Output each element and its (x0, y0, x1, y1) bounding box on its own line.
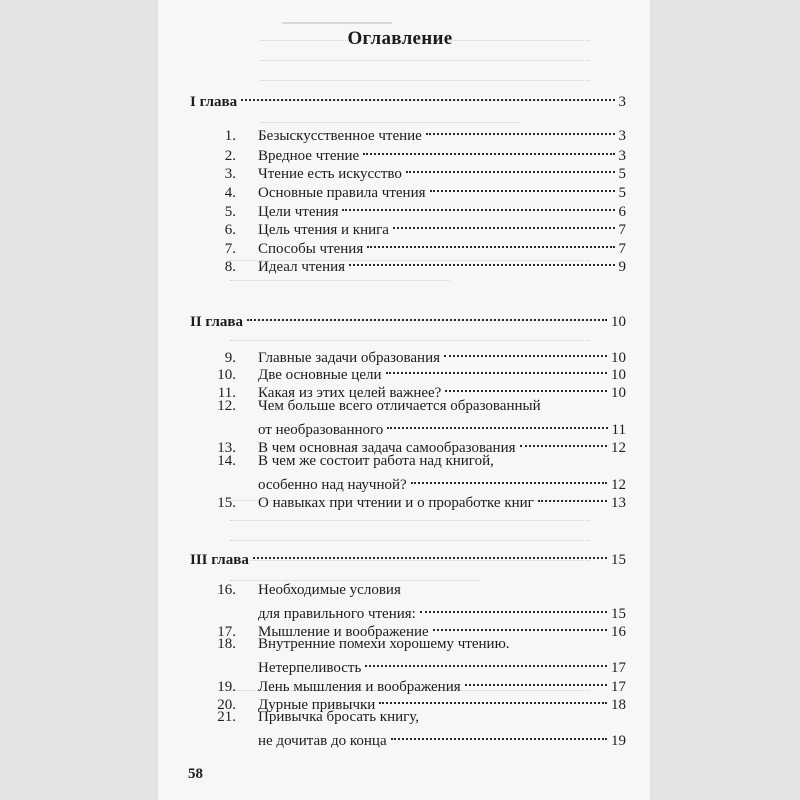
entry-number: 10. (217, 367, 236, 383)
entry-title: Дурные привычки (258, 697, 376, 713)
entry-page: 12 (611, 477, 626, 493)
entry-number: 9. (224, 350, 236, 366)
leader-dots (342, 196, 614, 216)
page-title: Оглавление (347, 28, 453, 49)
toc-entry[interactable] (190, 671, 626, 695)
leader-dots (386, 359, 608, 379)
entry-number: 12. (217, 398, 236, 414)
entry-page: 13 (611, 495, 626, 511)
toc-entry-continuation[interactable] (258, 598, 626, 622)
entry-title: Основные правила чтения (258, 185, 426, 201)
entry-page: 17 (611, 660, 626, 676)
leader-dots (430, 177, 615, 197)
toc-entry[interactable] (190, 140, 626, 164)
entry-title: Цель чтения и книга (258, 222, 389, 238)
entry-number: 1. (224, 128, 236, 144)
page-number: 58 (188, 766, 203, 782)
leader-dots (393, 214, 615, 234)
entry-title: Мышление и воображение (258, 624, 429, 640)
entry-number: 6. (224, 222, 236, 238)
leader-dots (387, 414, 607, 434)
toc-entry[interactable] (190, 158, 626, 182)
entry-number: 21. (217, 709, 236, 725)
leader-dots (379, 689, 607, 709)
toc-entry-continuation[interactable] (258, 725, 626, 749)
entry-title: Чтение есть искусство (258, 166, 402, 182)
leader-dots (363, 140, 614, 160)
entry-page: 9 (618, 259, 626, 275)
entry-number: 2. (224, 148, 236, 164)
entry-title: Вредное чтение (258, 148, 360, 164)
entry-title-continued: не дочитав до конца (258, 733, 387, 749)
entry-number: 4. (224, 185, 236, 201)
entry-title: Внутренние помехи хорошему чтению. (258, 636, 510, 652)
entry-page: 15 (611, 606, 626, 622)
toc-entry[interactable] (190, 451, 626, 471)
toc-entry[interactable] (190, 580, 626, 600)
toc-chapter-2[interactable] (190, 306, 626, 330)
chapter-page: 3 (618, 94, 626, 110)
entry-title: Способы чтения (258, 241, 364, 257)
toc-entry[interactable] (190, 707, 626, 727)
toc-entry[interactable] (190, 377, 626, 401)
leader-dots (520, 432, 607, 452)
toc-entry[interactable] (190, 120, 626, 144)
entry-number: 11. (217, 385, 236, 401)
entry-title: Какая из этих целей важнее? (258, 385, 442, 401)
entry-page: 12 (611, 440, 626, 456)
toc-entry[interactable] (190, 432, 626, 456)
entry-title: Цели чтения (258, 204, 339, 220)
toc-entry[interactable] (190, 251, 626, 275)
toc-chapter-3[interactable] (190, 544, 626, 568)
entry-title-continued: особенно над научной? (258, 477, 407, 493)
entry-title: В чем основная задача самообразования (258, 440, 516, 456)
entry-page: 18 (611, 697, 626, 713)
toc-entry-continuation[interactable] (258, 414, 626, 438)
entry-title-continued: для правильного чтения: (258, 606, 416, 622)
entry-number: 20. (217, 697, 236, 713)
entry-page: 19 (611, 733, 626, 749)
leader-dots (349, 251, 614, 271)
entry-page: 16 (611, 624, 626, 640)
entry-page: 11 (611, 422, 626, 438)
toc-entry[interactable] (190, 359, 626, 383)
chapter-label: I глава (190, 94, 238, 110)
leader-dots (391, 725, 607, 745)
toc-entry[interactable] (190, 634, 626, 654)
leader-dots (406, 158, 615, 178)
entry-title: Идеал чтения (258, 259, 346, 275)
toc-entry[interactable] (190, 689, 626, 713)
entry-page: 5 (618, 185, 626, 201)
toc-entry[interactable] (190, 177, 626, 201)
entry-page: 10 (611, 385, 626, 401)
entry-page: 7 (618, 222, 626, 238)
leader-dots (411, 469, 607, 489)
entry-title: О навыках при чтении и о проработке книг (258, 495, 534, 511)
entry-page: 17 (611, 679, 626, 695)
entry-page: 5 (618, 166, 626, 182)
chapter-label: II глава (190, 314, 243, 330)
entry-number: 8. (224, 259, 236, 275)
toc-entry-continuation[interactable] (258, 652, 626, 676)
entry-page: 10 (611, 367, 626, 383)
entry-title: Чем больше всего отличается образованный (258, 398, 541, 414)
entry-number: 14. (217, 453, 236, 469)
toc-entry[interactable] (190, 233, 626, 257)
leader-dots (433, 616, 607, 636)
leader-dots (420, 598, 607, 618)
entry-title: В чем же состоит работа над книгой, (258, 453, 494, 469)
entry-title-continued: Нетерпеливость (258, 660, 362, 676)
entry-title: Лень мышления и воображения (258, 679, 461, 695)
entry-number: 15. (217, 495, 236, 511)
entry-number: 3. (224, 166, 236, 182)
leader-dots (253, 544, 607, 564)
leader-dots (365, 652, 607, 672)
entry-number: 7. (224, 241, 236, 257)
entry-page: 3 (618, 148, 626, 164)
entry-number: 5. (224, 204, 236, 220)
toc-entry[interactable] (190, 396, 626, 416)
leader-dots (465, 671, 607, 691)
entry-number: 17. (217, 624, 236, 640)
leader-dots (445, 377, 607, 397)
entry-page: 6 (618, 204, 626, 220)
toc-entry[interactable] (190, 487, 626, 511)
toc-chapter-1[interactable] (190, 86, 626, 110)
entry-title: Безыскусственное чтение (258, 128, 422, 144)
chapter-page: 15 (611, 552, 626, 568)
chapter-label: III глава (190, 552, 249, 568)
toc-entry[interactable] (190, 616, 626, 640)
entry-number: 19. (217, 679, 236, 695)
entry-title: Две основные цели (258, 367, 382, 383)
entry-number: 13. (217, 440, 236, 456)
chapter-page: 10 (611, 314, 626, 330)
toc-entry[interactable] (190, 214, 626, 238)
entry-title-continued: от необразованного (258, 422, 384, 438)
leader-dots (247, 306, 607, 326)
entry-page: 10 (611, 350, 626, 366)
leader-dots (426, 120, 615, 140)
entry-title: Главные задачи образования (258, 350, 440, 366)
entry-title: Привычка бросать книгу, (258, 709, 420, 725)
entry-page: 7 (618, 241, 626, 257)
entry-number: 18. (217, 636, 236, 652)
entry-page: 3 (618, 128, 626, 144)
toc-entry[interactable] (190, 196, 626, 220)
entry-number: 16. (217, 582, 236, 598)
leader-dots (241, 86, 614, 106)
toc-entry-continuation[interactable] (258, 469, 626, 493)
entry-title: Необходимые условия (258, 582, 401, 598)
leader-dots (538, 487, 607, 507)
leader-dots (367, 233, 614, 253)
